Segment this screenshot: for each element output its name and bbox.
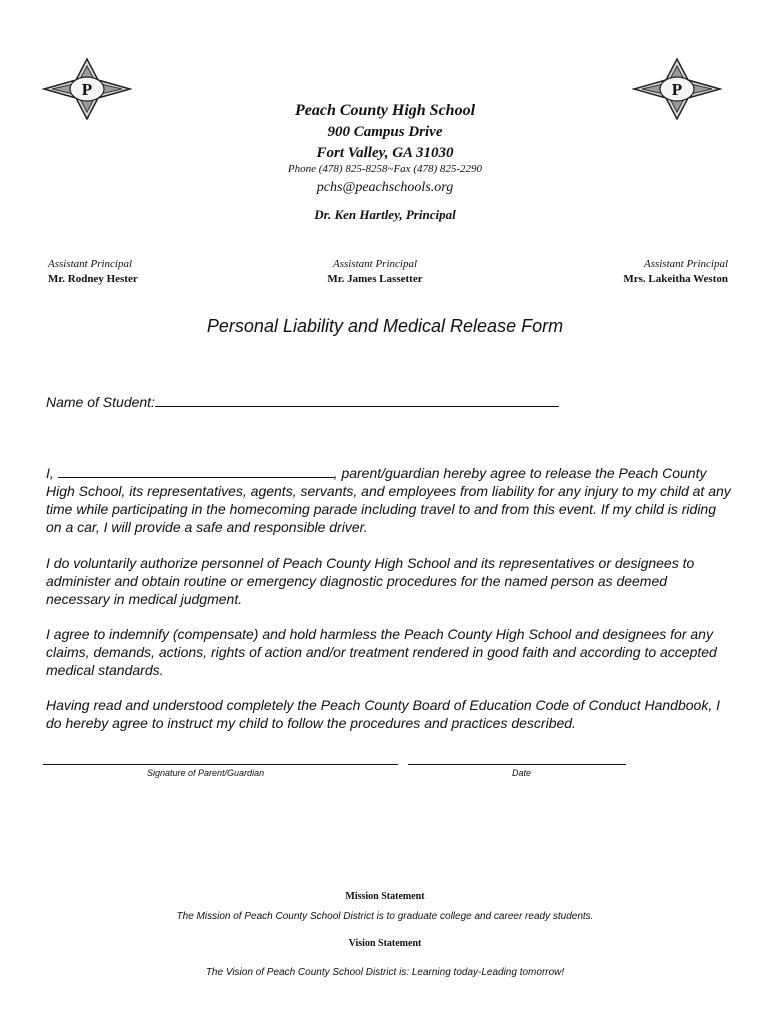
mission-heading: Mission Statement (345, 891, 425, 902)
svg-text:P: P (671, 80, 683, 99)
mission-text: The Mission of Peach County School District is to graduate college and career ready students. (176, 911, 594, 922)
ap-name: Mr. Rodney Hester (48, 273, 138, 285)
student-name-row (46, 393, 559, 410)
ap-title: Assistant Principal (48, 258, 133, 270)
svg-text:P: P (81, 80, 93, 99)
guardian-name-field[interactable] (58, 464, 334, 478)
signature-field[interactable] (43, 764, 398, 765)
code-of-conduct-paragraph: Having read and understood completely the Peach County Board of Education Code of Conduct Handbook, I do hereby agree to instruct my child to follow the procedures and practices described. (46, 697, 720, 731)
release-paragraph (46, 464, 731, 536)
school-street: 900 Campus Drive (327, 124, 443, 140)
principal-name: Dr. Ken Hartley, Principal (314, 207, 456, 222)
school-city: Fort Valley, GA 31030 (316, 145, 454, 161)
assistant-principal-1 (48, 257, 138, 287)
indemnify-paragraph: I agree to indemnify (compensate) and hold harmless the Peach County High School and designees for any claims, demands, actions, rights of action and/or treatment rendered in good faith and according to accepted medical standards. (46, 626, 717, 678)
ap-name: Mr. James Lassetter (327, 273, 423, 285)
ap-title: Assistant Principal (643, 258, 728, 270)
student-name-label: Name of Student: (46, 394, 155, 410)
school-email: pchs@peachschools.org (316, 180, 454, 195)
release-prefix: I, (46, 465, 54, 481)
release-text: , parent/guardian hereby agree to release the Peach County High School, its representatives, agents, servants, and employees from liability for any injury to my child at any time while participating in the homecoming parade including travel to and from this event. If my child is riding on a car, I will provide a safe and responsible driver. (46, 465, 731, 535)
form-title: Personal Liability and Medical Release Form (206, 316, 564, 336)
vision-text: The Vision of Peach County School District is: Learning today-Leading tomorrow! (205, 967, 565, 978)
medical-authorization-paragraph: I do voluntarily authorize personnel of Peach County High School and its representatives or designees to administer and obtain routine or emergency diagnostic procedures for the named person as deemed necessary in medical judgment. (46, 555, 695, 607)
student-name-field[interactable] (155, 393, 559, 407)
school-phone-fax: Phone (478) 825-8258~Fax (478) 825-2290 (287, 163, 483, 175)
assistant-principal-3 (623, 257, 728, 287)
ap-title: Assistant Principal (332, 258, 418, 270)
date-label: Date (512, 768, 532, 778)
ap-name: Mrs. Lakeitha Weston (623, 273, 728, 285)
signature-label: Signature of Parent/Guardian (147, 768, 265, 778)
vision-heading: Vision Statement (348, 938, 422, 949)
assistant-principal-2 (300, 257, 450, 287)
school-name: Peach County High School (294, 102, 476, 119)
date-field[interactable] (408, 764, 626, 765)
